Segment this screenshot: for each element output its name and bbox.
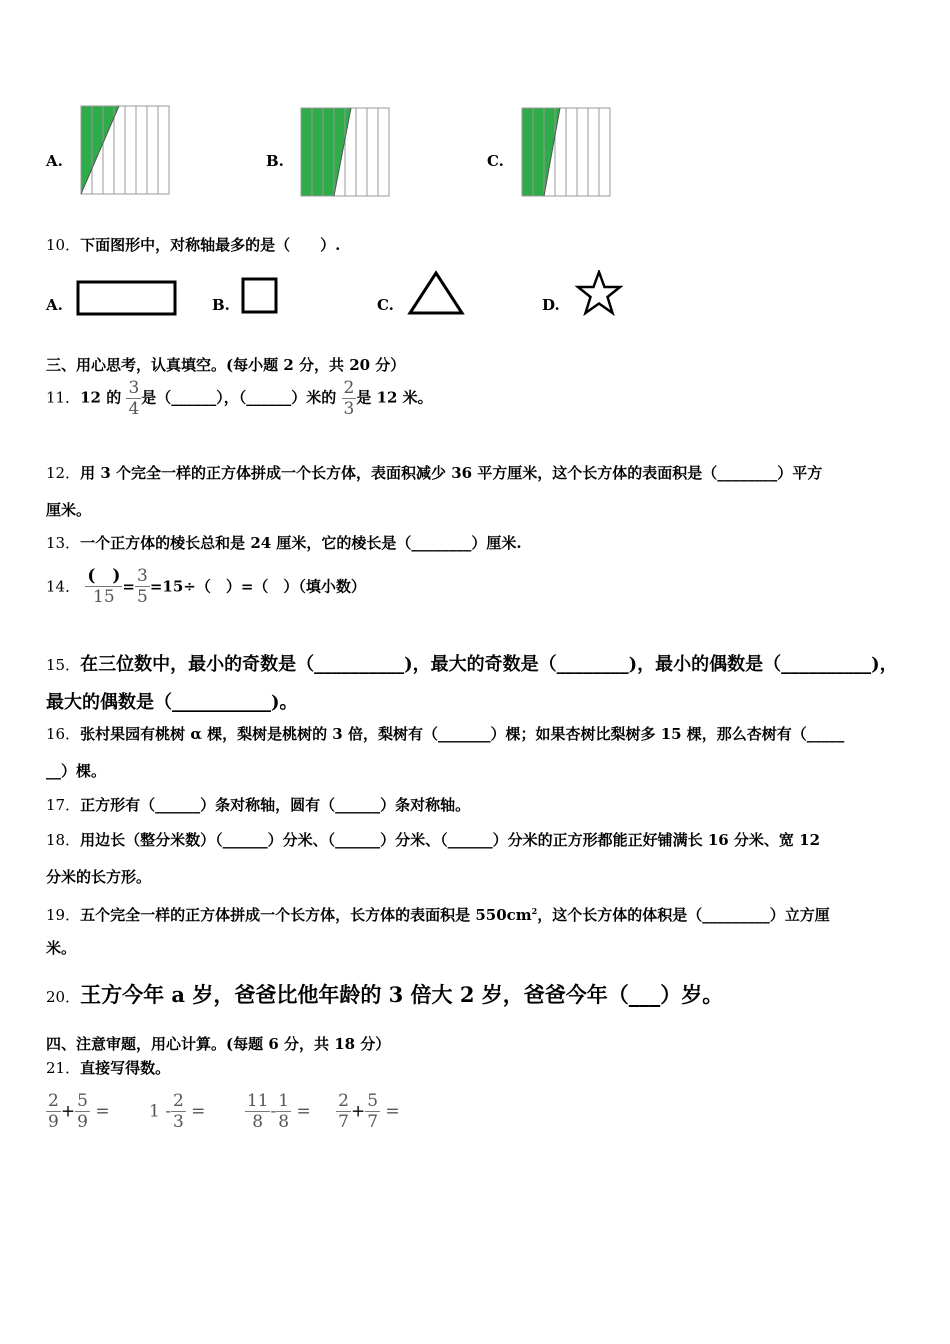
q21-item4-a (336, 1091, 351, 1132)
q21-i4-b-num: 5 (367, 1091, 379, 1111)
q17-text: 正方形有（______）条对称轴，圆有（______）条对称轴。 (80, 796, 471, 814)
q19-text-b: ，这个长方体的体积是（_________）立方厘 (537, 906, 830, 924)
q21-i4-eq: = (385, 1101, 400, 1122)
q21-item2-b (171, 1091, 186, 1132)
q13 (46, 532, 522, 554)
q11-fraction-2 (342, 378, 357, 419)
q10-option-a-label[interactable]: A. (46, 296, 63, 314)
q21-i2-b-num: 2 (172, 1091, 184, 1111)
q21-text: 直接写得数。 (80, 1059, 171, 1077)
q19-superscript: 2 (531, 906, 538, 916)
q11-frac2-den: 3 (343, 399, 355, 419)
q21-i1-a-den: 9 (48, 1112, 59, 1132)
q14-frac2-den: 5 (137, 587, 148, 607)
q21-i4-op: + (350, 1101, 366, 1122)
q11-frac1-den: 4 (128, 399, 140, 419)
q14 (46, 566, 366, 607)
q14-equals: = (122, 577, 135, 596)
q21-i3-a-den: 8 (245, 1111, 271, 1132)
q18-line2: 分米的长方形。 (46, 868, 152, 886)
q10-option-c-label[interactable]: C. (377, 296, 394, 314)
q16-text-line1: 张村果园有桃树 α 棵，梨树是桃树的 3 倍，梨树有（_______）棵；如果杏树比梨树多 15 棵，那么杏树有（_____ (80, 725, 845, 743)
q21-i4-a-den: 7 (338, 1112, 349, 1132)
q12-line2: 厘米。 (46, 501, 92, 519)
q15-text-line1: 在三位数中，最小的奇数是（__________)，最大的奇数是（________)，最小的偶数是（__________)， (80, 654, 898, 675)
q9-option-c-label[interactable]: C. (487, 152, 504, 170)
q21-item1-a (46, 1091, 61, 1132)
q21-i2-eq: = (191, 1101, 206, 1122)
q11-part2: 是（______），（______）米的 (141, 388, 337, 407)
q21-item3-b (276, 1091, 291, 1132)
q21 (46, 1057, 170, 1079)
q21-i1-b-den: 9 (77, 1112, 88, 1132)
q9-option-a-figure (79, 104, 171, 196)
q21-i2-b-den: 3 (172, 1112, 184, 1132)
q15-line1 (46, 650, 898, 676)
q21-item-3 (245, 1091, 311, 1132)
q11-frac1-num: 3 (128, 378, 140, 398)
q21-item1-b (75, 1091, 90, 1132)
q11-part1: 12 的 (80, 388, 122, 407)
q21-number: 21． (46, 1059, 81, 1077)
section-4-heading: 四、注意审题，用心计算。(每题 6 分，共 18 分） (46, 1035, 391, 1053)
q19-text-a: 五个完全一样的正方体拼成一个长方体，长方体的表面积是 550cm (80, 906, 532, 924)
section-3-heading: 三、用心思考，认真填空。(每小题 2 分，共 20 分） (46, 356, 406, 374)
q16-number: 16． (46, 725, 81, 743)
q18-line1 (46, 829, 820, 851)
q10-option-d-label[interactable]: D. (542, 296, 560, 314)
q14-fraction-2 (135, 566, 150, 607)
square-icon (241, 277, 278, 314)
rectangle-icon (76, 280, 178, 316)
q21-i3-a-num: 11 (246, 1091, 269, 1111)
q11-fraction-1 (126, 378, 141, 419)
q21-item4-b (365, 1091, 380, 1132)
q21-i4-b-den: 7 (367, 1112, 379, 1132)
q10-text (46, 234, 340, 256)
q14-rest: =15÷（ ）=（ ）（填小数） (149, 577, 366, 596)
q18-number: 18． (46, 831, 81, 849)
q9-option-b-label[interactable]: B. (266, 152, 284, 170)
q13-number: 13． (46, 534, 81, 552)
q20 (46, 979, 723, 1009)
q13-text: 一个正方体的棱长总和是 24 厘米，它的棱长是（________）厘米. (80, 534, 522, 552)
q11-frac2-num: 2 (343, 378, 355, 398)
q14-frac1-num: ( ) (87, 566, 121, 586)
q9-option-c-figure (520, 106, 612, 198)
q11-number: 11． (46, 388, 81, 407)
q17 (46, 794, 470, 816)
q16-line1 (46, 723, 844, 745)
q19-number: 19． (46, 906, 81, 924)
q12-line1 (46, 462, 822, 484)
q21-i2-pre: 1 - (148, 1101, 171, 1122)
q21-i3-b-den: 8 (278, 1112, 290, 1132)
q21-item3-a (245, 1091, 271, 1132)
q21-i1-eq: = (95, 1101, 110, 1122)
q14-frac2-num: 3 (137, 566, 148, 586)
q18-text-line1: 用边长（整分米数）（______）分米、（______）分米、（______）分米的正方形都能正好铺满长 16 分米、宽 12 (80, 831, 821, 849)
q10-stem: 下面图形中，对称轴最多的是（ ）. (80, 236, 341, 254)
q12-number: 12． (46, 464, 81, 482)
q9-option-b-figure (299, 106, 391, 198)
q19-line1 (46, 900, 830, 926)
q10-option-b-label[interactable]: B. (212, 296, 230, 314)
q20-text: 王方今年 a 岁，爸爸比他年龄的 3 倍大 2 岁，爸爸今年（___）岁。 (80, 982, 724, 1007)
q12-text-line1: 用 3 个完全一样的正方体拼成一个长方体，表面积减少 36 平方厘米，这个长方体的表面积是（________）平方 (80, 464, 823, 482)
q21-i4-a-num: 2 (338, 1091, 349, 1111)
q21-i1-b-num: 5 (77, 1091, 88, 1111)
q11-part3: 是 12 米。 (356, 388, 433, 407)
q21-calc-row (46, 1091, 400, 1132)
q14-number: 14． (46, 577, 81, 596)
q21-i3-op: - (270, 1101, 277, 1122)
q16-line2: __）棵。 (46, 762, 107, 780)
q9-option-a-label[interactable]: A. (46, 152, 63, 170)
q11 (46, 378, 433, 419)
q15-line2: 最大的偶数是（___________)。 (46, 692, 298, 713)
q21-i1-op: + (60, 1101, 76, 1122)
star-icon (575, 270, 623, 316)
q21-i3-b-num: 1 (278, 1091, 290, 1111)
q21-item-1 (46, 1091, 110, 1132)
q10-number: 10． (46, 236, 81, 254)
q21-i1-a-num: 2 (48, 1091, 59, 1111)
q15-number: 15． (46, 656, 81, 674)
q17-number: 17． (46, 796, 81, 814)
triangle-icon (407, 270, 465, 316)
q14-fraction-1 (85, 566, 122, 607)
q21-item-2 (149, 1091, 205, 1132)
q14-frac1-den: 15 (85, 586, 122, 607)
q21-i3-eq: = (296, 1101, 311, 1122)
q20-number: 20． (46, 988, 81, 1006)
q19-line2: 米。 (46, 939, 77, 957)
q21-item-4 (336, 1091, 400, 1132)
